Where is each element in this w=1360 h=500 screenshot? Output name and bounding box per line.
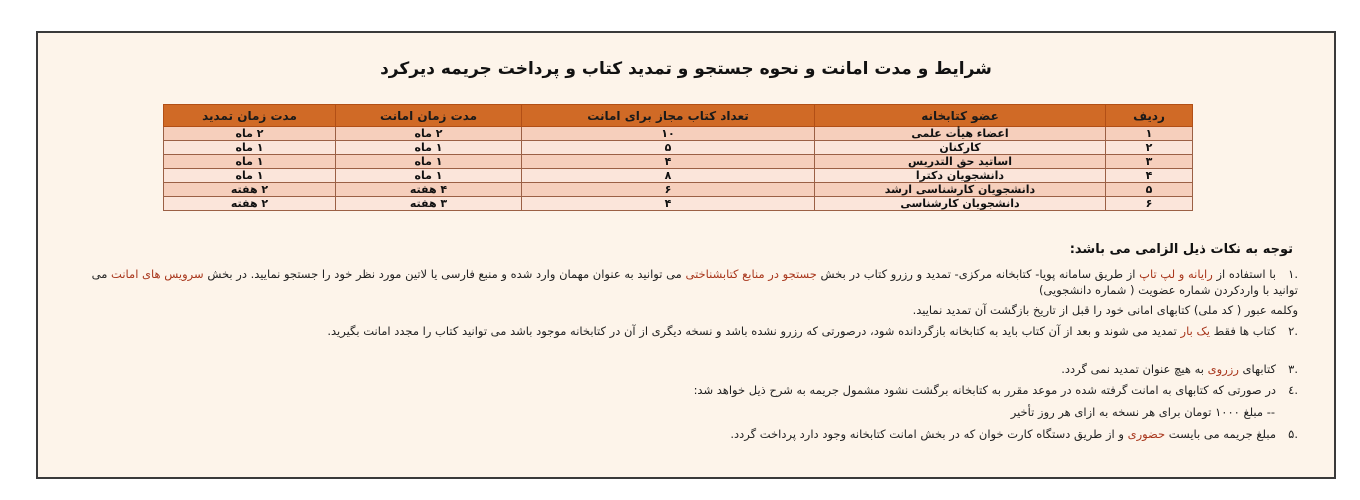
cell-book-count: ۱۰ xyxy=(522,127,815,141)
table-row xyxy=(164,141,1193,155)
document-frame xyxy=(36,31,1336,479)
cell-row-number: ۳ xyxy=(1106,155,1193,169)
cell-row-number: ۶ xyxy=(1106,197,1193,211)
column-header-member: عضو کتابخانه xyxy=(815,105,1106,127)
note-text: و از طریق دستگاه کارت خوان که در بخش امانت کتابخانه وجود دارد پرداخت گردد. xyxy=(730,427,1128,441)
note-number: .۵ xyxy=(1288,427,1298,441)
cell-renewal-period: ۱ ماه xyxy=(164,169,336,183)
borrowing-rules-table xyxy=(163,104,1193,211)
note-text: در صورتی که کتابهای به امانت گرفته شده در موعد مقرر به کتابخانه برگشت نشود مشمول جریمه به شرح ذیل خواهد شد: xyxy=(693,383,1276,397)
note-highlight: رزروی xyxy=(1207,362,1239,376)
note-highlight: جستجو در منابع کتابشناختی xyxy=(685,267,817,281)
cell-row-number: ۲ xyxy=(1106,141,1193,155)
note-text: می توانید با واردکردن شماره عضویت ( شماره دانشجویی) xyxy=(91,267,1298,297)
note-highlight: یک بار xyxy=(1180,324,1210,338)
column-header-book-count: تعداد کتاب مجاز برای امانت xyxy=(522,105,815,127)
notes-heading: توجه به نکات ذیل الزامی می باشد: xyxy=(1069,242,1293,257)
table-row xyxy=(164,183,1193,197)
cell-loan-period: ۴ هفته xyxy=(336,183,522,197)
note-highlight: رایانه و لپ تاپ xyxy=(1139,267,1213,281)
cell-row-number: ۴ xyxy=(1106,169,1193,183)
table-header-row xyxy=(164,105,1193,127)
column-header-loan-period: مدت زمان امانت xyxy=(336,105,522,127)
note-5 xyxy=(80,426,1298,442)
column-header-renewal-period: مدت زمان تمدید xyxy=(164,105,336,127)
note-text: مبلغ جریمه می بایست xyxy=(1165,427,1276,441)
note-4 xyxy=(80,382,1298,398)
cell-book-count: ۴ xyxy=(522,197,815,211)
cell-book-count: ۸ xyxy=(522,169,815,183)
page-title: شرایط و مدت امانت و نحوه جستجو و تمدید کتاب و پرداخت جریمه دیرکرد xyxy=(380,59,992,79)
cell-renewal-period: ۲ هفته xyxy=(164,197,336,211)
cell-book-count: ۵ xyxy=(522,141,815,155)
note-text: می توانید به عنوان مهمان وارد شده و منبع فارسی یا لاتین مورد نظر خود را جستجو نمایید. در بخش xyxy=(203,267,686,281)
column-header-row-number: ردیف xyxy=(1106,105,1193,127)
cell-member: دانشجویان کارشناسی ارشد xyxy=(815,183,1106,197)
cell-row-number: ۵ xyxy=(1106,183,1193,197)
cell-member: دانشجویان دکترا xyxy=(815,169,1106,183)
note-text: کتاب ها فقط xyxy=(1209,324,1276,338)
cell-member: اعضاء هیأت علمی xyxy=(815,127,1106,141)
note-text: به هیچ عنوان تمدید نمی گردد. xyxy=(1061,362,1208,376)
cell-loan-period: ۱ ماه xyxy=(336,169,522,183)
note-text: با استفاده از xyxy=(1212,267,1276,281)
table-row xyxy=(164,127,1193,141)
note-1 xyxy=(80,266,1298,298)
note-number: .۲ xyxy=(1288,324,1298,338)
cell-renewal-period: ۱ ماه xyxy=(164,155,336,169)
cell-renewal-period: ۱ ماه xyxy=(164,141,336,155)
cell-row-number: ۱ xyxy=(1106,127,1193,141)
cell-member: دانشجویان کارشناسی xyxy=(815,197,1106,211)
note-highlight: حضوری xyxy=(1127,427,1166,441)
table-row xyxy=(164,197,1193,211)
cell-loan-period: ۱ ماه xyxy=(336,155,522,169)
note-highlight: سرویس های امانت xyxy=(111,267,204,281)
cell-loan-period: ۳ هفته xyxy=(336,197,522,211)
cell-loan-period: ۱ ماه xyxy=(336,141,522,155)
cell-member: اساتید حق التدریس xyxy=(815,155,1106,169)
note-number: .۳ xyxy=(1288,362,1298,376)
note-number: .٤ xyxy=(1288,383,1298,397)
cell-book-count: ۶ xyxy=(522,183,815,197)
note-1-continuation: وکلمه عبور ( کد ملی) کتابهای امانی خود را قبل از تاریخ بازگشت آن تمدید نمایید. xyxy=(912,303,1298,317)
table-row xyxy=(164,155,1193,169)
cell-renewal-period: ۲ ماه xyxy=(164,127,336,141)
note-text: تمدید می شوند و بعد از آن کتاب باید به کتابخانه بازگردانده شود، درصورتی که رزرو نشده باشد و نسخه دیگری از آن در کتابخانه موجود باشد می توانید کتاب را مجدد امانت بگیرید. xyxy=(327,324,1181,338)
cell-renewal-period: ۲ هفته xyxy=(164,183,336,197)
cell-book-count: ۴ xyxy=(522,155,815,169)
cell-member: کارکنان xyxy=(815,141,1106,155)
note-text: کتابهای xyxy=(1238,362,1276,376)
table-row xyxy=(164,169,1193,183)
note-3 xyxy=(80,361,1298,377)
cell-loan-period: ۲ ماه xyxy=(336,127,522,141)
note-number: .۱ xyxy=(1288,267,1298,281)
note-4-fine-detail: -- مبلغ ۱۰۰۰ تومان برای هر نسخه به ازای هر روز تأخیر xyxy=(1010,405,1275,419)
note-text: از طریق سامانه پویا- کتابخانه مرکزی- تمدید و رزرو کتاب در بخش xyxy=(816,267,1140,281)
note-2 xyxy=(80,323,1298,339)
